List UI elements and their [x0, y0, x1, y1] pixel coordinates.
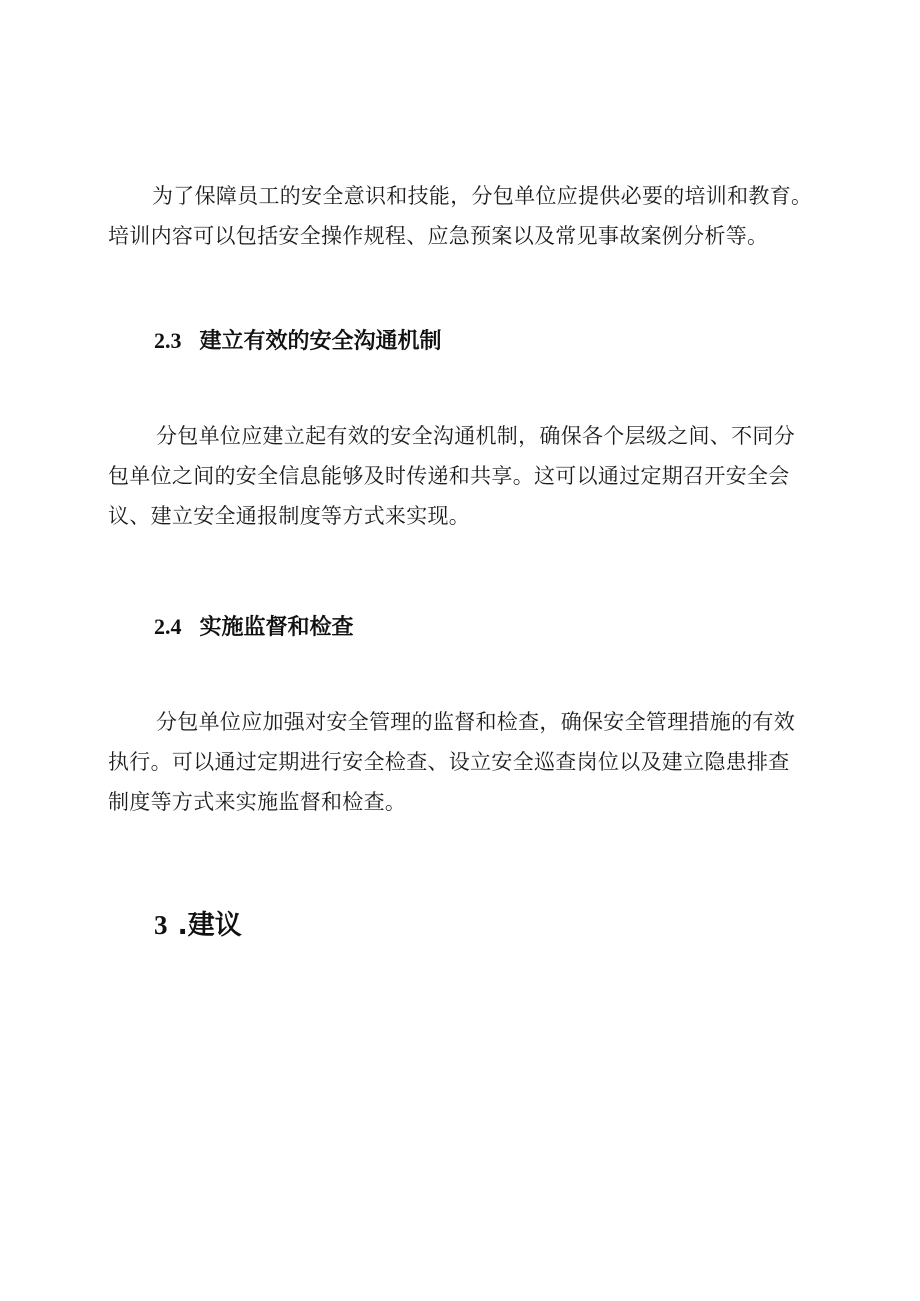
paragraph-line: 制度等方式来实施监督和检查。: [108, 790, 407, 814]
section-number: 2.3: [154, 328, 182, 353]
paragraph-line: 分包单位应加强对安全管理的监督和检查，确保安全管理措施的有效: [156, 710, 795, 734]
paragraph-supervision: [108, 702, 908, 822]
section-heading-2-4: [154, 612, 354, 643]
paragraph-line: 培训内容可以包括安全操作规程、应急预案以及常见事故案例分析等。: [108, 224, 769, 248]
section-title: 实施监督和检查: [199, 615, 354, 640]
paragraph-line: 为了保障员工的安全意识和技能，分包单位应提供必要的培训和教育。: [152, 184, 813, 208]
section-title: .建议: [177, 910, 242, 941]
paragraph-training: [108, 176, 908, 256]
section-number: 2.4: [154, 614, 182, 639]
paragraph-line: 包单位之间的安全信息能够及时传递和共享。这可以通过定期召开安全会: [108, 464, 790, 488]
section-number: 3: [154, 910, 168, 940]
paragraph-line: 分包单位应建立起有效的安全沟通机制，确保各个层级之间、不同分: [156, 424, 795, 448]
paragraph-communication: [108, 416, 908, 536]
section-heading-2-3: [154, 326, 442, 357]
section-title: 建立有效的安全沟通机制: [199, 329, 442, 354]
paragraph-line: 议、建立安全通报制度等方式来实现。: [108, 504, 471, 528]
paragraph-line: 执行。可以通过定期进行安全检查、设立安全巡查岗位以及建立隐患排查: [108, 750, 790, 774]
section-heading-3: [154, 908, 242, 943]
